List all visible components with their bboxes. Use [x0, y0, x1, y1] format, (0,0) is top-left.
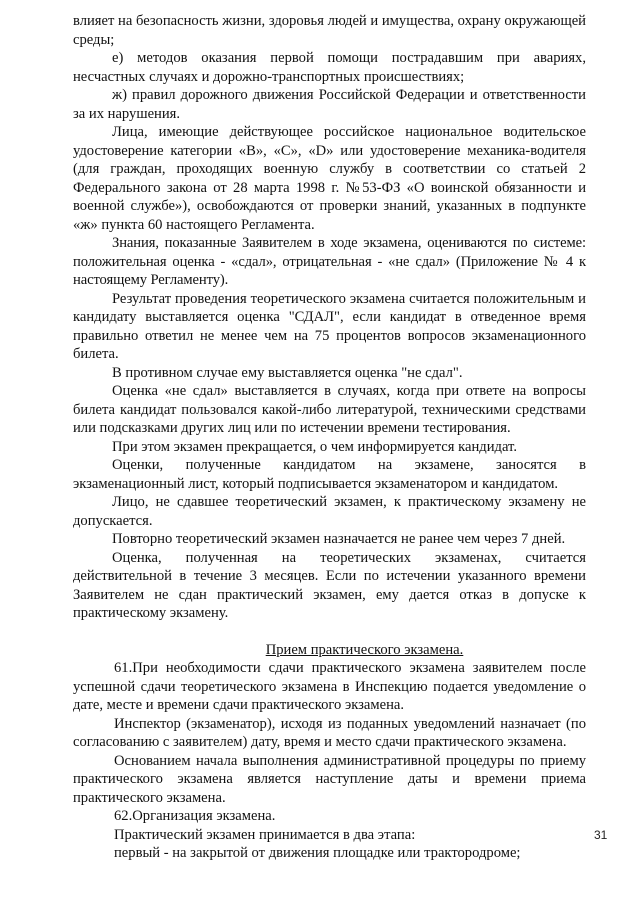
paragraph: Оценка, полученная на теоретических экзаменах, считается действительной в течение 3 месяцев. Если по истечении указанного времени Заявителем не сдан практический экзамен, ему дается отказ в допуске к практическому экзамену. — [73, 549, 586, 621]
paragraph: Лицо, не сдавшее теоретический экзамен, к практическому экзамену не допускается. — [73, 494, 586, 529]
paragraph: первый - на закрытой от движения площадке или трактородроме; — [114, 845, 521, 861]
paragraph: Основанием начала выполнения административной процедуры по приему практического экзамена является наступление даты и времени приема практического экзамена. — [73, 752, 586, 806]
paragraph: Инспектор (экзаменатор), исходя из поданных уведомлений назначает (по согласованию с заявителем) дату, время и место сдачи практического экзамена. — [73, 715, 586, 750]
paragraph: Оценки, полученные кандидатом на экзамене, заносятся в экзаменационный лист, который подписывается экзаменатором и кандидатом. — [73, 457, 586, 492]
list-item-e: е) методов оказания первой помощи пострадавшим при авариях, несчастных случаях и дорожно-транспортных происшествиях; — [73, 50, 586, 85]
paragraph: влияет на безопасность жизни, здоровья людей и имущества, охрану окружающей среды; — [73, 13, 586, 48]
list-item-zh: ж) правил дорожного движения Российской Федерации и ответственности за их нарушения. — [73, 87, 586, 122]
page-text — [73, 12, 586, 863]
paragraph: В противном случае ему выставляется оценка "не сдал". — [112, 364, 463, 381]
paragraph: Знания, показанные Заявителем в ходе экзамена, оцениваются по системе: положительная оценка - «сдал», отрицательная - «не сдал» (Приложение № 4 к настоящему Регламенту). — [73, 235, 586, 288]
paragraph: Повторно теоретический экзамен назначается не ранее чем через 7 дней. — [112, 531, 566, 547]
paragraph: Лица, имеющие действующее российское национальное водительское удостоверение категории «B», «C», «D» или удостоверение механика-водителя (для граждан, проходящих военную службу в соответствии со статьей 2 Федерального закона от 28 марта 1998 г. №53-ФЗ «О воинской обязанности и военной службе»), освобождаются от проверки знаний, указанных в подпункте «ж» пункта 60 настоящего Регламента. — [73, 124, 586, 233]
paragraph: Результат проведения теоретического экзамена считается положительным и кандидату выставляется оценка "СДАЛ", если кандидат в отведенное время правильно ответил не менее чем на 75 процентов вопросов экзаменационного билета. — [73, 290, 586, 362]
page-number: 31 — [594, 828, 608, 842]
paragraph: Практический экзамен принимается в два этапа: — [114, 826, 416, 843]
section-heading: Прием практического экзамена. — [265, 641, 464, 658]
paragraph: При этом экзамен прекращается, о чем информируется кандидат. — [112, 438, 517, 455]
paragraph: 62.Организация экзамена. — [114, 808, 276, 824]
paragraph: 61.При необходимости сдачи практического экзамена заявителем после успешной сдачи теоретического экзамена в Инспекцию подается уведомление о дате, месте и времени сдачи практического экзамена. — [73, 660, 586, 713]
paragraph: Оценка «не сдал» выставляется в случаях, когда при ответе на вопросы билета кандидат пользовался какой-либо литературой, техническими средствами или подсказками других лиц или по истечении времени тестирования. — [73, 383, 586, 436]
